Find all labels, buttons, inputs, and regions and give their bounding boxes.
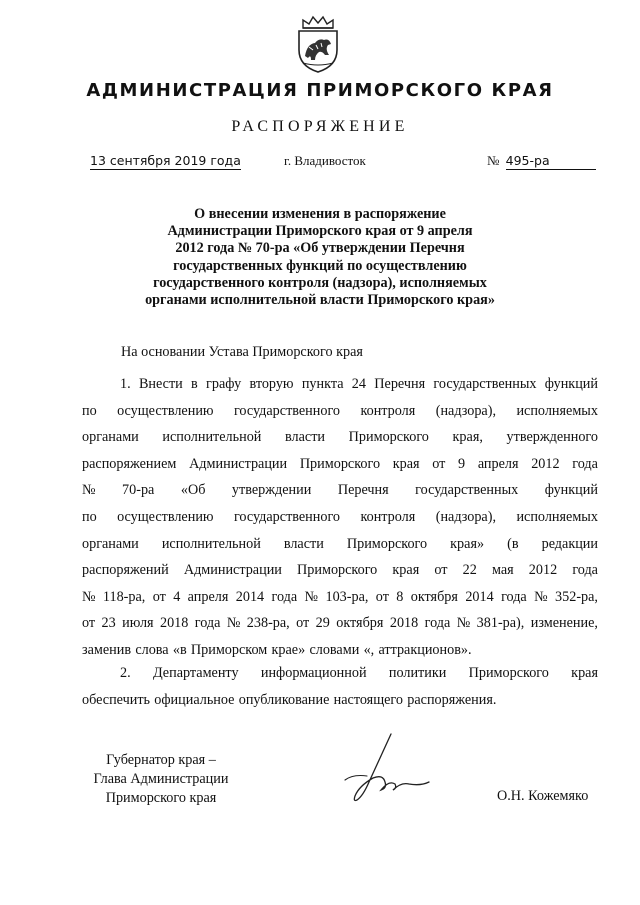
word: Перечня bbox=[374, 376, 426, 392]
word: государственных bbox=[415, 482, 519, 499]
signatory-title bbox=[82, 751, 240, 808]
word: государственных bbox=[433, 376, 537, 392]
word: Перечня bbox=[337, 482, 389, 499]
word: графу bbox=[206, 376, 242, 392]
word: 29 bbox=[315, 615, 330, 632]
word: власти bbox=[283, 535, 324, 552]
word: края, bbox=[452, 429, 483, 446]
word: контроля bbox=[360, 402, 416, 419]
word: от bbox=[152, 588, 166, 605]
word: 23 bbox=[101, 615, 116, 632]
word: опубликование bbox=[238, 691, 330, 708]
word: 238-ра, bbox=[246, 615, 290, 632]
word: октября bbox=[336, 615, 384, 632]
word: Приморском bbox=[190, 641, 268, 658]
word: настоящего bbox=[333, 691, 403, 708]
word: утвержденного bbox=[506, 429, 598, 446]
word: года bbox=[572, 562, 598, 579]
word: Внести bbox=[138, 376, 183, 392]
word: власти bbox=[285, 429, 326, 446]
word: от bbox=[82, 615, 96, 632]
word: 2018 bbox=[389, 615, 419, 632]
word: политики bbox=[388, 665, 447, 681]
word: № bbox=[304, 588, 319, 605]
word: 2014 bbox=[465, 588, 494, 605]
title-line: О внесении изменения в распоряжение bbox=[194, 206, 446, 222]
word: апреля bbox=[477, 455, 519, 472]
word: заменив bbox=[82, 641, 132, 658]
paragraph-line bbox=[82, 589, 598, 616]
word: 9 bbox=[458, 455, 466, 472]
word: в bbox=[191, 376, 198, 392]
word: аттракционов». bbox=[378, 641, 472, 658]
number-sign: № bbox=[487, 153, 500, 168]
document-date: 13 сентября 2019 года bbox=[90, 153, 241, 168]
word: по bbox=[82, 508, 97, 525]
word: края bbox=[392, 562, 420, 579]
word: осуществлению bbox=[117, 508, 214, 525]
word: от bbox=[375, 588, 389, 605]
word: 2. bbox=[120, 665, 131, 681]
word: Приморского bbox=[348, 429, 429, 446]
signer-name: О.Н. Кожемяко bbox=[497, 788, 589, 804]
word: государственного bbox=[233, 402, 341, 419]
word: исполнительной bbox=[162, 429, 262, 446]
word: утверждении bbox=[231, 482, 312, 499]
paragraph-line bbox=[82, 615, 598, 642]
word: Администрации bbox=[189, 455, 288, 472]
word: от bbox=[296, 615, 310, 632]
signatory-title-line: Глава Администрации bbox=[93, 771, 229, 787]
word: 24 bbox=[351, 376, 366, 392]
word: Приморского bbox=[346, 535, 428, 552]
word: органами bbox=[82, 535, 139, 552]
word: «, bbox=[363, 641, 375, 658]
paragraph-line bbox=[82, 562, 598, 589]
word: редакции bbox=[541, 535, 598, 552]
word: края» bbox=[450, 535, 485, 552]
title-line: органами исполнительной власти Приморского края» bbox=[145, 292, 495, 309]
word: вторую bbox=[249, 376, 294, 392]
document-type: РАСПОРЯЖЕНИЕ bbox=[231, 118, 409, 135]
word: 118-ра, bbox=[102, 588, 146, 605]
number-value: 495-ра bbox=[506, 153, 596, 170]
document-number bbox=[487, 153, 596, 170]
signature-icon bbox=[339, 730, 431, 810]
word: 103-ра, bbox=[325, 588, 369, 605]
word: № bbox=[82, 482, 96, 499]
word: распоряжением bbox=[82, 455, 177, 472]
paragraph-line bbox=[82, 482, 598, 509]
word: исполняемых bbox=[516, 402, 598, 419]
word: июля bbox=[122, 615, 154, 632]
signatory-title-line: Губернатор края – bbox=[106, 752, 216, 768]
word: осуществлению bbox=[117, 402, 214, 419]
word: года bbox=[194, 615, 221, 632]
document-city: г. Владивосток bbox=[284, 153, 366, 168]
word: информационной bbox=[260, 665, 367, 681]
word: края bbox=[392, 455, 420, 472]
word: исполняемых bbox=[516, 508, 598, 525]
word: Приморского bbox=[297, 562, 378, 579]
word: функций bbox=[544, 376, 598, 392]
word: № bbox=[534, 588, 548, 605]
word: 8 bbox=[396, 588, 404, 605]
paragraph-line bbox=[82, 665, 598, 692]
word: Администрации bbox=[183, 562, 282, 579]
signatory-title-line: Приморского края bbox=[105, 790, 217, 806]
paragraph-line bbox=[82, 429, 598, 456]
word: 2018 bbox=[159, 615, 189, 632]
word: октября bbox=[410, 588, 458, 605]
paragraph-line bbox=[82, 403, 598, 430]
word: года bbox=[424, 615, 451, 632]
word: 22 bbox=[462, 562, 477, 579]
word: 2012 bbox=[531, 455, 560, 472]
title-line: государственных функций по осуществлению bbox=[173, 257, 467, 274]
paragraph-line bbox=[82, 536, 598, 563]
word: № bbox=[82, 588, 96, 605]
word: официальное bbox=[154, 691, 235, 708]
word: от bbox=[434, 562, 448, 579]
word: 2014 bbox=[235, 588, 265, 605]
word: 352-ра, bbox=[555, 588, 598, 605]
word: года bbox=[271, 588, 298, 605]
title-line: 2012 года № 70-ра «Об утверждении Перечня bbox=[175, 240, 465, 257]
word: государственного bbox=[233, 508, 341, 525]
word: года bbox=[572, 455, 598, 472]
word: словами bbox=[309, 641, 360, 658]
document-title bbox=[120, 206, 520, 309]
legal-basis: На основании Устава Приморского края bbox=[121, 344, 363, 360]
word: (в bbox=[507, 535, 519, 552]
word: изменение, bbox=[530, 615, 598, 632]
word: «в bbox=[172, 641, 187, 658]
word: апреля bbox=[187, 588, 229, 605]
word: 2012 bbox=[528, 562, 558, 579]
organization-name: АДМИНИСТРАЦИЯ ПРИМОРСКОГО КРАЯ bbox=[86, 80, 554, 101]
word: распоряжений bbox=[82, 562, 169, 579]
word: обеспечить bbox=[82, 691, 151, 708]
word: Приморского bbox=[299, 455, 381, 472]
word: распоряжения. bbox=[407, 691, 497, 708]
paragraph-line bbox=[82, 692, 598, 719]
word: края bbox=[571, 665, 598, 681]
word: органами bbox=[82, 429, 139, 446]
paragraph-2 bbox=[82, 665, 598, 718]
word: пункта bbox=[301, 376, 344, 392]
word: контроля bbox=[360, 508, 416, 525]
paragraph-line bbox=[82, 456, 598, 483]
word: года bbox=[501, 588, 527, 605]
word: слова bbox=[135, 641, 169, 658]
paragraph-line bbox=[82, 376, 598, 403]
word: 381-ра), bbox=[476, 615, 525, 632]
paragraph-1 bbox=[82, 376, 598, 669]
word: Департаменту bbox=[152, 665, 239, 681]
word: (надзора), bbox=[435, 402, 497, 419]
word: по bbox=[82, 402, 97, 419]
word: Приморского bbox=[468, 665, 549, 681]
word: 4 bbox=[173, 588, 181, 605]
word: крае» bbox=[271, 641, 306, 658]
word: 1. bbox=[120, 376, 131, 392]
word: от bbox=[432, 455, 446, 472]
word: № bbox=[226, 615, 241, 632]
word: (надзора), bbox=[435, 508, 497, 525]
paragraph-line bbox=[82, 509, 598, 536]
word: «Об bbox=[180, 482, 206, 499]
title-line: государственного контроля (надзора), исполняемых bbox=[153, 274, 487, 291]
word: мая bbox=[491, 562, 514, 579]
word: функций bbox=[544, 482, 598, 499]
title-line: Администрации Приморского края от 9 апреля bbox=[167, 223, 473, 240]
word: 70-ра bbox=[122, 482, 155, 499]
coat-of-arms-icon bbox=[291, 14, 345, 74]
word: № bbox=[456, 615, 471, 632]
word: исполнительной bbox=[161, 535, 261, 552]
